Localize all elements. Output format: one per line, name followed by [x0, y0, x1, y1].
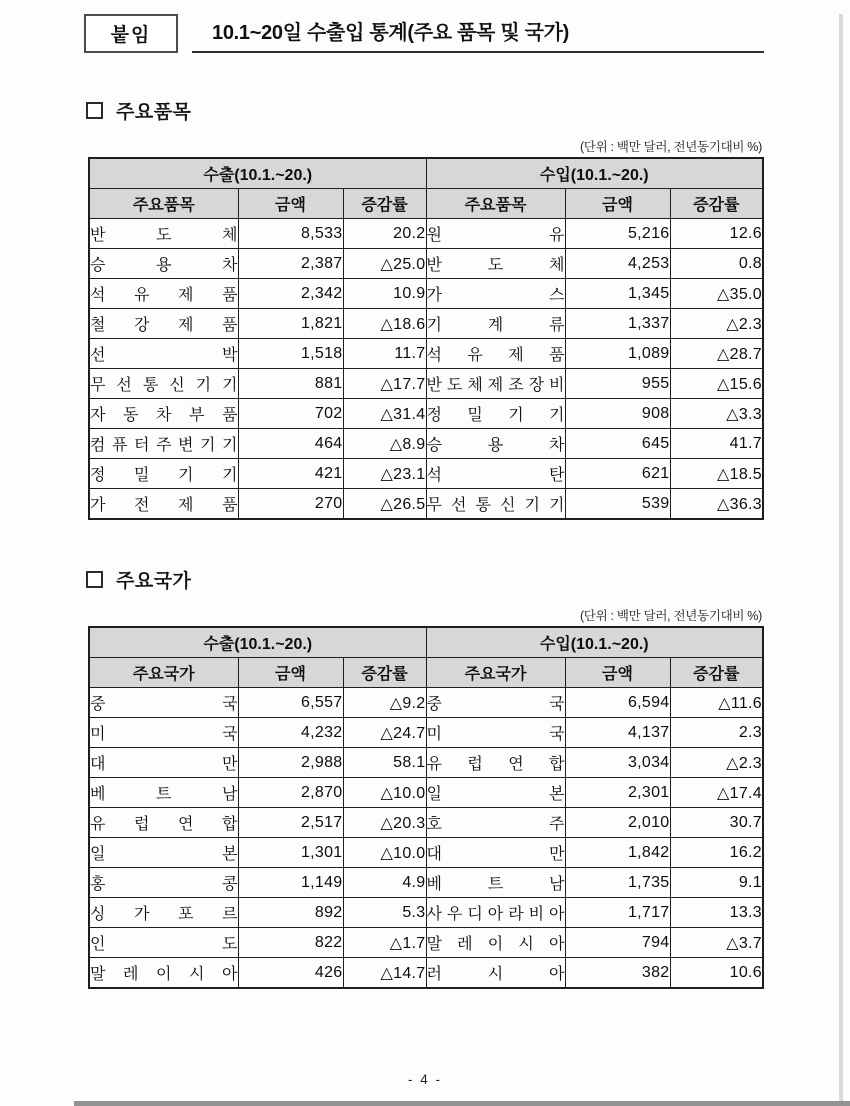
- col-header: 금액: [238, 189, 343, 219]
- table-row: [89, 369, 763, 399]
- amount-cell: 4,232: [238, 718, 343, 748]
- item-name-cell: [89, 429, 238, 459]
- rate-cell: △2.3: [670, 748, 763, 778]
- item-name-cell: [426, 309, 565, 339]
- countries-table: [88, 626, 764, 989]
- item-name: 대 만: [426, 846, 565, 863]
- item-name: 자 동 차 부 품: [90, 407, 238, 424]
- page-title: 10.1~20일 수출입 통계(주요 품목 및 국가): [192, 14, 764, 53]
- amount-cell: 1,735: [565, 868, 670, 898]
- table-row: [89, 928, 763, 958]
- item-name-cell: [426, 688, 565, 718]
- table-row: [89, 838, 763, 868]
- amount-cell: 6,557: [238, 688, 343, 718]
- table-band-row: [89, 627, 763, 658]
- rate-cell: △11.6: [670, 688, 763, 718]
- rate-cell: 0.8: [670, 249, 763, 279]
- rate-cell: △8.9: [343, 429, 426, 459]
- amount-cell: 270: [238, 489, 343, 520]
- scan-artifact-right: [839, 14, 843, 1106]
- rate-cell: △31.4: [343, 399, 426, 429]
- col-header: 증감률: [343, 658, 426, 688]
- item-name: 중 국: [426, 696, 565, 713]
- rate-cell: △25.0: [343, 249, 426, 279]
- item-name-cell: [89, 778, 238, 808]
- items-table: [88, 157, 764, 520]
- table-row: [89, 279, 763, 309]
- table-row: [89, 339, 763, 369]
- item-name: 컴 퓨 터 주 변 기 기: [90, 437, 238, 454]
- rate-cell: △2.3: [670, 309, 763, 339]
- amount-cell: 3,034: [565, 748, 670, 778]
- scan-artifact-bottom: [74, 1101, 850, 1106]
- item-name: 베 트 남: [90, 786, 238, 803]
- amount-cell: 6,594: [565, 688, 670, 718]
- item-name: 말 레 이 시 아: [426, 936, 565, 953]
- rate-cell: △24.7: [343, 718, 426, 748]
- amount-cell: 382: [565, 958, 670, 989]
- item-name: 정 밀 기 기: [90, 467, 238, 484]
- amount-cell: 2,301: [565, 778, 670, 808]
- item-name-cell: [89, 279, 238, 309]
- item-name: 무 선 통 신 기 기: [90, 377, 238, 394]
- rate-cell: △17.4: [670, 778, 763, 808]
- item-name: 석 유 제 품: [90, 287, 238, 304]
- item-name-cell: [426, 339, 565, 369]
- rate-cell: 10.9: [343, 279, 426, 309]
- rate-cell: 20.2: [343, 219, 426, 249]
- item-name: 사 우 디 아 라 비 아: [426, 906, 565, 923]
- rate-cell: 11.7: [343, 339, 426, 369]
- rate-cell: △3.3: [670, 399, 763, 429]
- item-name: 대 만: [90, 756, 238, 773]
- amount-cell: 2,387: [238, 249, 343, 279]
- item-name: 호 주: [426, 816, 565, 833]
- item-name-cell: [89, 958, 238, 989]
- amount-cell: 8,533: [238, 219, 343, 249]
- item-name: 유 럽 연 합: [426, 756, 565, 773]
- item-name-cell: [426, 808, 565, 838]
- document-page: [0, 14, 850, 1106]
- col-header: 증감률: [670, 189, 763, 219]
- amount-cell: 539: [565, 489, 670, 520]
- rate-cell: 16.2: [670, 838, 763, 868]
- table-row: [89, 958, 763, 989]
- item-name-cell: [426, 838, 565, 868]
- item-name-cell: [426, 778, 565, 808]
- amount-cell: 645: [565, 429, 670, 459]
- amount-cell: 464: [238, 429, 343, 459]
- table-row: [89, 249, 763, 279]
- rate-cell: △17.7: [343, 369, 426, 399]
- amount-cell: 2,870: [238, 778, 343, 808]
- amount-cell: 2,342: [238, 279, 343, 309]
- item-name: 베 트 남: [426, 876, 565, 893]
- rate-cell: △35.0: [670, 279, 763, 309]
- table-row: [89, 219, 763, 249]
- export-band: 수출(10.1.~20.): [89, 158, 426, 189]
- rate-cell: △26.5: [343, 489, 426, 520]
- item-name: 유 럽 연 합: [90, 816, 238, 833]
- item-name-cell: [426, 718, 565, 748]
- item-name-cell: [89, 249, 238, 279]
- item-name-cell: [89, 489, 238, 520]
- amount-cell: 881: [238, 369, 343, 399]
- item-name: 미 국: [426, 726, 565, 743]
- item-name-cell: [426, 249, 565, 279]
- section-heading-label: 주요국가: [116, 571, 192, 592]
- item-name: 러 시 아: [426, 966, 565, 983]
- amount-cell: 4,253: [565, 249, 670, 279]
- item-name-cell: [89, 688, 238, 718]
- col-header: 증감률: [670, 658, 763, 688]
- col-header: 주요국가: [426, 658, 565, 688]
- item-name-cell: [89, 748, 238, 778]
- item-name: 기 계 류: [426, 317, 565, 334]
- rate-cell: 41.7: [670, 429, 763, 459]
- table-row: [89, 718, 763, 748]
- amount-cell: 426: [238, 958, 343, 989]
- table-row: [89, 429, 763, 459]
- rate-cell: △20.3: [343, 808, 426, 838]
- col-header: 주요국가: [89, 658, 238, 688]
- item-name: 말 레 이 시 아: [90, 966, 238, 983]
- item-name-cell: [89, 838, 238, 868]
- item-name-cell: [89, 808, 238, 838]
- table-row: [89, 489, 763, 520]
- amount-cell: 822: [238, 928, 343, 958]
- item-name: 승 용 차: [426, 437, 565, 454]
- amount-cell: 621: [565, 459, 670, 489]
- amount-cell: 1,301: [238, 838, 343, 868]
- unit-note: (단위 : 백만 달러, 전년동기대비 %): [579, 609, 762, 623]
- item-name-cell: [89, 868, 238, 898]
- amount-cell: 892: [238, 898, 343, 928]
- item-name: 인 도: [90, 936, 238, 953]
- amount-cell: 702: [238, 399, 343, 429]
- item-name-cell: [426, 748, 565, 778]
- section-heading-countries: [86, 566, 850, 593]
- export-band: 수출(10.1.~20.): [89, 627, 426, 658]
- item-name-cell: [426, 459, 565, 489]
- item-name-cell: [426, 369, 565, 399]
- rate-cell: △36.3: [670, 489, 763, 520]
- amount-cell: 2,988: [238, 748, 343, 778]
- item-name-cell: [426, 868, 565, 898]
- table-row: [89, 399, 763, 429]
- rate-cell: △10.0: [343, 778, 426, 808]
- table-band-row: [89, 158, 763, 189]
- amount-cell: 4,137: [565, 718, 670, 748]
- item-name-cell: [426, 429, 565, 459]
- table-row: [89, 309, 763, 339]
- table-row: [89, 459, 763, 489]
- rate-cell: 13.3: [670, 898, 763, 928]
- square-bullet-icon: [86, 102, 103, 119]
- section-heading-items: [86, 97, 850, 124]
- item-name: 반 도 체 제 조 장 비: [426, 377, 565, 394]
- amount-cell: 1,089: [565, 339, 670, 369]
- item-name-cell: [426, 928, 565, 958]
- item-name: 가 스: [426, 287, 565, 304]
- item-name: 가 전 제 품: [90, 497, 238, 514]
- attachment-label: 붙임: [110, 25, 152, 46]
- rate-cell: △18.5: [670, 459, 763, 489]
- item-name-cell: [89, 219, 238, 249]
- item-name-cell: [426, 219, 565, 249]
- unit-note: (단위 : 백만 달러, 전년동기대비 %): [579, 140, 762, 154]
- table-header-row: [89, 658, 763, 688]
- col-header: 주요품목: [89, 189, 238, 219]
- rate-cell: △14.7: [343, 958, 426, 989]
- document-header: [84, 14, 764, 53]
- col-header: 금액: [238, 658, 343, 688]
- item-name: 일 본: [426, 786, 565, 803]
- square-bullet-icon: [86, 571, 103, 588]
- amount-cell: 794: [565, 928, 670, 958]
- amount-cell: 1,345: [565, 279, 670, 309]
- amount-cell: 5,216: [565, 219, 670, 249]
- rate-cell: △23.1: [343, 459, 426, 489]
- rate-cell: △1.7: [343, 928, 426, 958]
- item-name-cell: [426, 279, 565, 309]
- item-name: 중 국: [90, 696, 238, 713]
- import-band: 수입(10.1.~20.): [426, 627, 763, 658]
- amount-cell: 1,821: [238, 309, 343, 339]
- rate-cell: 10.6: [670, 958, 763, 989]
- item-name-cell: [89, 339, 238, 369]
- item-name-cell: [426, 399, 565, 429]
- item-name: 미 국: [90, 726, 238, 743]
- rate-cell: △3.7: [670, 928, 763, 958]
- table-row: [89, 808, 763, 838]
- attachment-label-box: [84, 14, 178, 53]
- rate-cell: 2.3: [670, 718, 763, 748]
- item-name-cell: [426, 489, 565, 520]
- page-number: - 4 -: [407, 1072, 442, 1087]
- import-band: 수입(10.1.~20.): [426, 158, 763, 189]
- rate-cell: △15.6: [670, 369, 763, 399]
- table-row: [89, 778, 763, 808]
- item-name: 석 탄: [426, 467, 565, 484]
- amount-cell: 2,517: [238, 808, 343, 838]
- item-name: 반 도 체: [90, 227, 238, 244]
- amount-cell: 1,842: [565, 838, 670, 868]
- item-name: 반 도 체: [426, 257, 565, 274]
- col-header: 금액: [565, 658, 670, 688]
- rate-cell: △18.6: [343, 309, 426, 339]
- rate-cell: 30.7: [670, 808, 763, 838]
- col-header: 증감률: [343, 189, 426, 219]
- rate-cell: △28.7: [670, 339, 763, 369]
- rate-cell: △10.0: [343, 838, 426, 868]
- col-header: 주요품목: [426, 189, 565, 219]
- col-header: 금액: [565, 189, 670, 219]
- amount-cell: 1,337: [565, 309, 670, 339]
- amount-cell: 2,010: [565, 808, 670, 838]
- item-name: 무 선 통 신 기 기: [426, 497, 565, 514]
- item-name-cell: [89, 928, 238, 958]
- amount-cell: 1,149: [238, 868, 343, 898]
- amount-cell: 421: [238, 459, 343, 489]
- item-name: 정 밀 기 기: [426, 407, 565, 424]
- item-name-cell: [89, 459, 238, 489]
- rate-cell: 5.3: [343, 898, 426, 928]
- item-name: 철 강 제 품: [90, 317, 238, 334]
- item-name-cell: [426, 898, 565, 928]
- amount-cell: 1,518: [238, 339, 343, 369]
- table-row: [89, 688, 763, 718]
- item-name: 승 용 차: [90, 257, 238, 274]
- item-name: 선 박: [90, 347, 238, 364]
- rate-cell: 4.9: [343, 868, 426, 898]
- item-name-cell: [89, 309, 238, 339]
- amount-cell: 1,717: [565, 898, 670, 928]
- item-name-cell: [426, 958, 565, 989]
- table-header-row: [89, 189, 763, 219]
- item-name-cell: [89, 898, 238, 928]
- item-name-cell: [89, 369, 238, 399]
- item-name: 싱 가 포 르: [90, 906, 238, 923]
- item-name: 석 유 제 품: [426, 347, 565, 364]
- item-name: 홍 콩: [90, 876, 238, 893]
- amount-cell: 908: [565, 399, 670, 429]
- table-row: [89, 868, 763, 898]
- rate-cell: △9.2: [343, 688, 426, 718]
- table-row: [89, 748, 763, 778]
- item-name: 원 유: [426, 227, 565, 244]
- item-name-cell: [89, 718, 238, 748]
- item-name: 일 본: [90, 846, 238, 863]
- table-row: [89, 898, 763, 928]
- rate-cell: 9.1: [670, 868, 763, 898]
- amount-cell: 955: [565, 369, 670, 399]
- section-heading-label: 주요품목: [116, 102, 192, 123]
- item-name-cell: [89, 399, 238, 429]
- rate-cell: 12.6: [670, 219, 763, 249]
- rate-cell: 58.1: [343, 748, 426, 778]
